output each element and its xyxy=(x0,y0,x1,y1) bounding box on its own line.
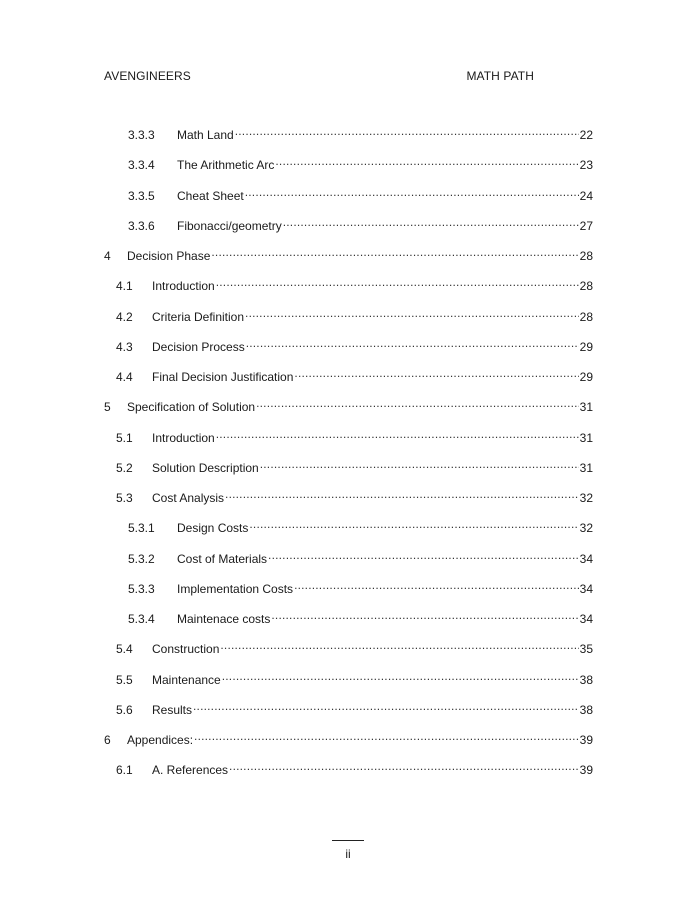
toc-entry-number: 3.3.3 xyxy=(128,128,155,142)
toc-entry-title: Cost Analysis xyxy=(152,491,225,505)
toc-entry-number: 4.4 xyxy=(116,370,133,384)
toc-entry[interactable] xyxy=(128,516,593,535)
page-number: ii xyxy=(345,847,351,861)
toc-entry[interactable] xyxy=(128,153,593,172)
toc-entry-title: Decision Process xyxy=(152,340,245,354)
toc-entry-title: Introduction xyxy=(152,279,215,293)
toc-entry[interactable] xyxy=(104,244,593,263)
toc-entry-number: 6 xyxy=(104,733,111,747)
toc-entry-page: 23 xyxy=(579,158,593,172)
dot-leader xyxy=(193,698,579,714)
toc-entry[interactable] xyxy=(128,577,593,596)
toc-entry-title: Cost of Materials xyxy=(177,552,268,566)
dot-leader xyxy=(283,214,579,230)
dot-leader xyxy=(229,758,579,774)
toc-entry-title: Solution Description xyxy=(152,461,259,475)
toc-entry[interactable] xyxy=(128,547,593,566)
toc-entry-number: 3.3.5 xyxy=(128,189,155,203)
toc-entry-number: 5.2 xyxy=(116,461,133,475)
toc-entry-page: 34 xyxy=(579,612,593,626)
toc-entry-title: Construction xyxy=(152,642,220,656)
toc-entry-page: 31 xyxy=(579,400,593,414)
dot-leader xyxy=(260,456,579,472)
toc-entry-number: 5.3 xyxy=(116,491,133,505)
dot-leader xyxy=(211,244,578,260)
toc-entry-title: Appendices: xyxy=(127,733,194,747)
toc-entry-number: 5 xyxy=(104,400,111,414)
toc-entry-number: 3.3.6 xyxy=(128,219,155,233)
toc-entry-number: 4.1 xyxy=(116,279,133,293)
toc-entry[interactable] xyxy=(104,395,593,414)
toc-entry[interactable] xyxy=(116,274,593,293)
toc-entry-page: 28 xyxy=(579,279,593,293)
toc-entry[interactable] xyxy=(128,607,593,626)
dot-leader xyxy=(246,335,579,351)
dot-leader xyxy=(225,486,579,502)
toc-entry-title: Maintenance xyxy=(152,673,221,687)
toc-entry-title: Criteria Definition xyxy=(152,310,245,324)
dot-leader xyxy=(220,637,578,653)
dot-leader xyxy=(245,305,579,321)
toc-entry-title: Specification of Solution xyxy=(127,400,256,414)
toc-entry-title: Results xyxy=(152,703,193,717)
toc-entry-title: The Arithmetic Arc xyxy=(177,158,275,172)
toc-entry-number: 5.3.2 xyxy=(128,552,155,566)
toc-entry[interactable] xyxy=(116,365,593,384)
toc-entry[interactable] xyxy=(128,184,593,203)
toc-entry-page: 31 xyxy=(579,431,593,445)
toc-entry-title: Final Decision Justification xyxy=(152,370,294,384)
toc-entry-number: 4.3 xyxy=(116,340,133,354)
toc-entry-page: 27 xyxy=(579,219,593,233)
toc-entry-title: Design Costs xyxy=(177,521,249,535)
toc-entry-page: 29 xyxy=(579,370,593,384)
toc-entry-page: 28 xyxy=(579,249,593,263)
dot-leader xyxy=(256,395,579,411)
dot-leader xyxy=(294,365,578,381)
dot-leader xyxy=(194,728,579,744)
toc-entry-page: 32 xyxy=(579,521,593,535)
toc-entry-page: 22 xyxy=(579,128,593,142)
toc-entry[interactable] xyxy=(116,335,593,354)
toc-entry-number: 3.3.4 xyxy=(128,158,155,172)
dot-leader xyxy=(268,547,579,563)
toc-entry[interactable] xyxy=(116,668,593,687)
toc-entry-title: Implementation Costs xyxy=(177,582,294,596)
header-right: MATH PATH xyxy=(466,69,534,83)
page-footer xyxy=(332,840,364,861)
toc-entry-title: Fibonacci/geometry xyxy=(177,219,282,233)
toc-entry-title: Decision Phase xyxy=(127,249,211,263)
toc-entry[interactable] xyxy=(116,456,593,475)
running-header xyxy=(104,69,534,83)
dot-leader xyxy=(294,577,579,593)
toc-entry-page: 38 xyxy=(579,703,593,717)
dot-leader xyxy=(216,426,579,442)
toc-entry-number: 4 xyxy=(104,249,111,263)
header-left: AVENGINEERS xyxy=(104,69,191,83)
toc-entry-number: 5.6 xyxy=(116,703,133,717)
toc-entry-page: 34 xyxy=(579,552,593,566)
toc-entry[interactable] xyxy=(116,698,593,717)
toc-entry-title: A. References xyxy=(152,763,229,777)
toc-entry[interactable] xyxy=(104,728,593,747)
toc-entry-page: 29 xyxy=(579,340,593,354)
toc-entry-number: 5.3.3 xyxy=(128,582,155,596)
toc-entry[interactable] xyxy=(116,426,593,445)
toc-entry[interactable] xyxy=(116,637,593,656)
dot-leader xyxy=(222,668,579,684)
toc-entry-title: Math Land xyxy=(177,128,234,142)
dot-leader xyxy=(235,123,579,139)
toc-entry-page: 31 xyxy=(579,461,593,475)
toc-entry-number: 4.2 xyxy=(116,310,133,324)
toc-entry-number: 5.1 xyxy=(116,431,133,445)
dot-leader xyxy=(249,516,578,532)
toc-entry[interactable] xyxy=(116,486,593,505)
dot-leader xyxy=(275,153,578,169)
toc-entry-title: Cheat Sheet xyxy=(177,189,244,203)
toc-entry-page: 24 xyxy=(579,189,593,203)
toc-entry[interactable] xyxy=(116,758,593,777)
toc-entry[interactable] xyxy=(116,305,593,324)
toc-entry-page: 32 xyxy=(579,491,593,505)
dot-leader xyxy=(245,184,579,200)
dot-leader xyxy=(216,274,579,290)
toc-entry-page: 34 xyxy=(579,582,593,596)
toc-entry-page: 28 xyxy=(579,310,593,324)
toc-entry-number: 5.3.4 xyxy=(128,612,155,626)
toc-entry-page: 35 xyxy=(579,642,593,656)
dot-leader xyxy=(271,607,578,623)
toc-entry-page: 39 xyxy=(579,763,593,777)
toc-entry[interactable] xyxy=(128,214,593,233)
toc-entry-number: 5.5 xyxy=(116,673,133,687)
toc-entry-number: 6.1 xyxy=(116,763,133,777)
toc-entry-number: 5.4 xyxy=(116,642,133,656)
toc-entry-title: Maintenace costs xyxy=(177,612,271,626)
toc-entry-number: 5.3.1 xyxy=(128,521,155,535)
toc-entry-page: 39 xyxy=(579,733,593,747)
toc-entry-title: Introduction xyxy=(152,431,215,445)
toc-entry-page: 38 xyxy=(579,673,593,687)
toc-entry[interactable] xyxy=(128,123,593,142)
